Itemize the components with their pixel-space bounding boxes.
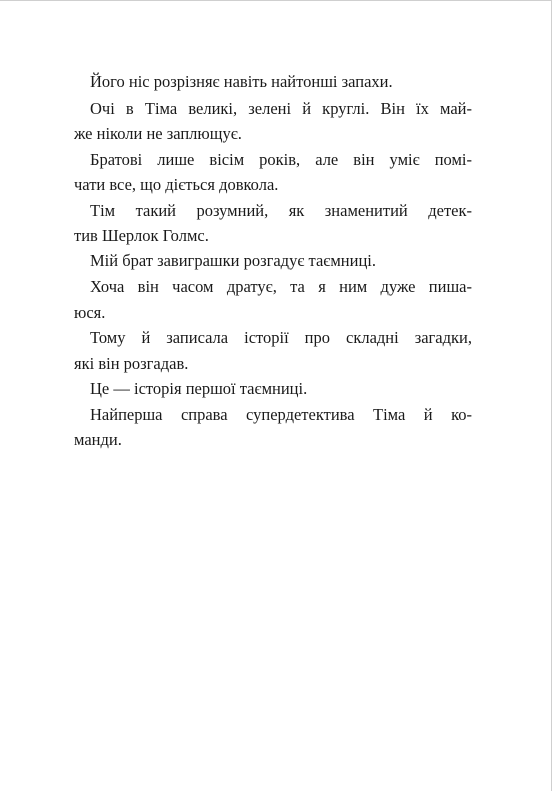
text-line: Мій брат завиграшки розгадує таємниці.: [90, 251, 376, 270]
text-line: Хоча він часом дратує, та я ним дуже пиша-: [90, 277, 472, 296]
text-line: Це — історія першої таємниці.: [90, 379, 308, 398]
text-line: Тім такий розумний, як знаменитий детек-: [90, 201, 472, 220]
text-line: які він розгадав.: [74, 354, 189, 373]
text-line: тив Шерлок Голмс.: [74, 226, 209, 245]
text-line: Братові лише вісім років, але він уміє помі-: [90, 150, 472, 169]
text-line: чати все, що діється довкола.: [74, 175, 279, 194]
text-line: манди.: [74, 430, 122, 449]
text-line: же ніколи не заплющує.: [74, 124, 242, 143]
text-line: Тому й записала історії про складні загадки,: [90, 328, 472, 347]
text-line: Його ніс розрізняє навіть найтонші запахи.: [90, 72, 393, 91]
text-line: Очі в Тіма великі, зелені й круглі. Він їх май-: [90, 99, 472, 118]
text-line: юся.: [74, 303, 106, 322]
text-line: Найперша справа супердетектива Тіма й ко-: [90, 405, 472, 424]
